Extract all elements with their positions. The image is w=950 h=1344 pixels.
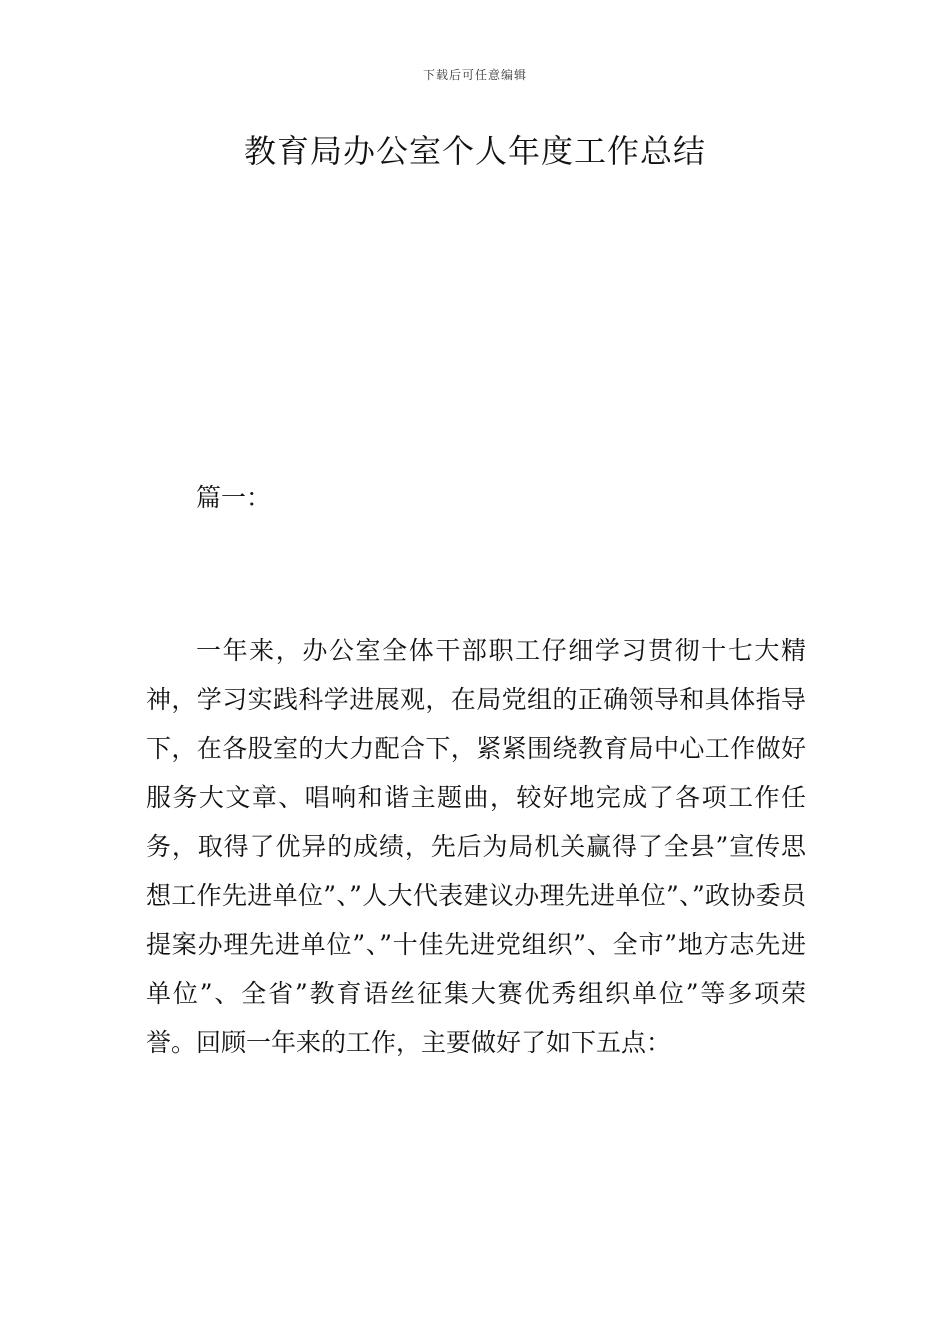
header-note: 下载后可任意编辑 xyxy=(422,68,527,82)
document-title: 教育局办公室个人年度工作总结 xyxy=(243,132,706,170)
body-paragraph: 一年来，办公室全体干部职工仔细学习贯彻十七大精神，学习实践科学进展观，在局党组的正确领导和具体指导下，在各股室的大力配合下，紧紧围绕教育局中心工作做好服务大文章、唱响和谐主题曲，较好地完成了各项工作任务，取得了优异的成绩，先后为局机关赢得了全县”宣传思想工作先进单位”、”人大代表建议办理先进单位”、”政协委员提案办理先进单位”、”十佳先进党组织”、全市”地方志先进单位”、全省”教育语丝征集大赛优秀组织单位”等多项荣誉。回顾一年来的工作，主要做好了如下五点： xyxy=(146,636,806,1057)
section-heading: 篇一： xyxy=(196,483,272,512)
